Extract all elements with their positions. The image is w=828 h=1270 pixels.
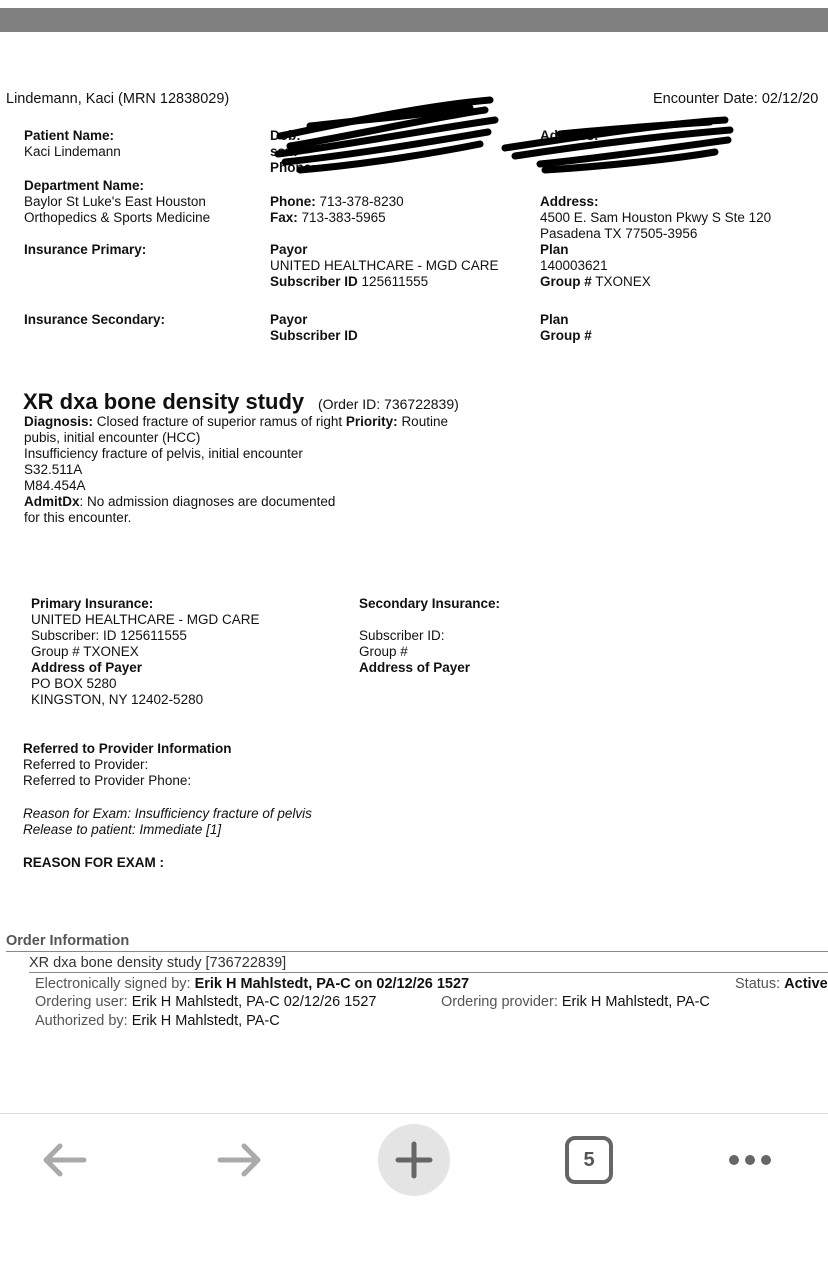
ordering-provider: Erik H Mahlstedt, PA-C	[561, 994, 710, 1010]
forward-button[interactable]	[212, 1136, 268, 1184]
admitdx-text2: for this encounter.	[24, 510, 132, 525]
diagnosis-line: Insufficiency fracture of pelvis, initial encounter	[24, 446, 303, 461]
diagnosis-block	[24, 414, 448, 526]
diagnosis-code: S32.511A	[24, 462, 83, 477]
secondary-payor-label: Payor	[270, 312, 308, 327]
encounter-date: Encounter Date: 02/12/20	[653, 91, 819, 107]
status-row	[735, 976, 828, 992]
order-title: XR dxa bone density study	[23, 389, 305, 414]
browser-toolbar	[0, 1113, 828, 1270]
secondary-payer-block	[359, 596, 500, 676]
patient-phone-label: Phone:	[270, 160, 316, 175]
signed-by: Erik H Mahlstedt, PA-C on 02/12/26 1527	[194, 976, 470, 992]
subscriber-label: Subscriber ID	[270, 274, 358, 289]
payor-name: UNITED HEALTHCARE - MGD CARE	[270, 258, 499, 273]
reason-for-exam: Reason for Exam: Insufficiency fracture of pelvis	[23, 806, 312, 821]
referral-provider: Referred to Provider:	[23, 757, 149, 772]
referral-heading: Referred to Provider Information	[23, 741, 232, 756]
priority-value: Routine	[401, 414, 448, 429]
group-number: TXONEX	[595, 274, 651, 289]
tab-switcher-button[interactable]: 5	[565, 1136, 613, 1184]
ordering-user-row	[35, 994, 376, 1010]
secondary-group-label: Group #	[540, 328, 592, 343]
back-arrow-icon	[40, 1140, 88, 1180]
reason-block	[23, 806, 312, 838]
diagnosis-line1: Closed fracture of superior ramus of right	[96, 414, 343, 429]
primary-subscriber: Subscriber: ID 125611555	[31, 628, 187, 643]
authorized-by: Erik H Mahlstedt, PA-C	[131, 1013, 280, 1029]
dept-fax: 713-383-5965	[301, 210, 386, 225]
primary-insurance-label: Primary Insurance:	[31, 596, 154, 611]
plan-number: 140003621	[540, 258, 608, 273]
admitdx-text: : No admission diagnoses are documented	[79, 494, 336, 509]
order-title-row	[23, 389, 459, 415]
diagnosis-line: pubis, initial encounter (HCC)	[24, 430, 201, 445]
insurance-primary-label: Insurance Primary:	[24, 242, 147, 257]
new-tab-button[interactable]	[378, 1124, 450, 1196]
authorized-row	[35, 1013, 280, 1029]
redaction-scribble	[270, 96, 510, 176]
department-contact	[270, 194, 404, 226]
secondary-insurance-label: Secondary Insurance:	[359, 596, 501, 611]
department-line2: Orthopedics & Sports Medicine	[24, 210, 211, 225]
patient-mrn-header: Lindemann, Kaci (MRN 12838029)	[6, 91, 230, 107]
dept-address-label: Address:	[540, 194, 599, 209]
secondary-plan-label: Plan	[540, 312, 569, 327]
insurance-secondary-payor	[270, 312, 358, 344]
signed-prefix: Electronically signed by:	[35, 976, 191, 992]
ordering-user-label: Ordering user:	[35, 994, 128, 1010]
authorized-label: Authorized by:	[35, 1013, 128, 1029]
department-address	[540, 194, 771, 242]
priority-label: Priority:	[345, 414, 398, 429]
forward-arrow-icon	[216, 1140, 264, 1180]
divider	[6, 951, 828, 952]
ssn-label: ssn:	[270, 144, 298, 159]
order-id: (Order ID: 736722839)	[317, 396, 459, 412]
department-block	[24, 178, 210, 226]
patient-name-label: Patient Name:	[24, 128, 115, 143]
dept-fax-label: Fax:	[270, 210, 298, 225]
secondary-subscriber-label: Subscriber ID	[270, 328, 358, 343]
payer-address-label: Address of Payer	[31, 660, 143, 675]
payer-address1: PO BOX 5280	[31, 676, 117, 691]
order-info-heading: Order Information	[6, 933, 130, 949]
status-value: Active	[784, 976, 828, 992]
top-status-bar	[0, 8, 828, 32]
primary-payer-block	[31, 596, 260, 708]
more-dots-icon	[726, 1153, 774, 1168]
status-label: Status:	[735, 976, 781, 992]
admitdx-label: AdmitDx	[24, 494, 80, 509]
patient-address-label: Address:	[540, 128, 599, 143]
more-menu-button[interactable]	[718, 1140, 782, 1180]
dept-address1: 4500 E. Sam Houston Pkwy S Ste 120	[540, 210, 772, 225]
dept-phone-label: Phone:	[270, 194, 316, 209]
department-label: Department Name:	[24, 178, 145, 193]
secondary-address-label: Address of Payer	[359, 660, 471, 675]
release-to-patient: Release to patient: Immediate [1]	[23, 822, 222, 837]
dept-address2: Pasadena TX 77505-3956	[540, 226, 698, 241]
plan-label: Plan	[540, 242, 569, 257]
primary-group: Group # TXONEX	[31, 644, 139, 659]
insurance-secondary-label: Insurance Secondary:	[24, 312, 166, 327]
reason-heading: REASON FOR EXAM :	[23, 855, 165, 870]
insurance-primary-payor	[270, 242, 499, 290]
referral-block	[23, 741, 232, 789]
dept-phone: 713-378-8230	[319, 194, 404, 209]
redaction-scribble	[500, 112, 740, 176]
diagnosis-label: Diagnosis:	[24, 414, 94, 429]
subscriber-id: 125611555	[361, 274, 429, 289]
ordering-user: Erik H Mahlstedt, PA-C 02/12/26 1527	[131, 994, 377, 1010]
insurance-secondary-plan	[540, 312, 592, 344]
secondary-group: Group #	[359, 644, 408, 659]
dob-label: Dob:	[270, 128, 301, 143]
insurance-primary-plan	[540, 242, 651, 290]
department-line1: Baylor St Luke's East Houston	[24, 194, 206, 209]
payer-address2: KINGSTON, NY 12402-5280	[31, 692, 204, 707]
divider	[29, 972, 828, 973]
patient-name: Kaci Lindemann	[24, 144, 121, 159]
primary-insurance-name: UNITED HEALTHCARE - MGD CARE	[31, 612, 260, 627]
back-button[interactable]	[36, 1136, 92, 1184]
payor-label: Payor	[270, 242, 308, 257]
order-item[interactable]: XR dxa bone density study [736722839]	[29, 955, 287, 971]
plus-icon	[394, 1140, 434, 1180]
ordering-provider-label: Ordering provider:	[441, 994, 558, 1010]
diagnosis-code: M84.454A	[24, 478, 86, 493]
group-label: Group #	[540, 274, 592, 289]
ordering-provider-row	[441, 994, 710, 1010]
patient-name-block	[24, 128, 121, 160]
signed-row	[35, 976, 469, 992]
secondary-subscriber: Subscriber ID:	[359, 628, 445, 643]
referral-phone: Referred to Provider Phone:	[23, 773, 192, 788]
